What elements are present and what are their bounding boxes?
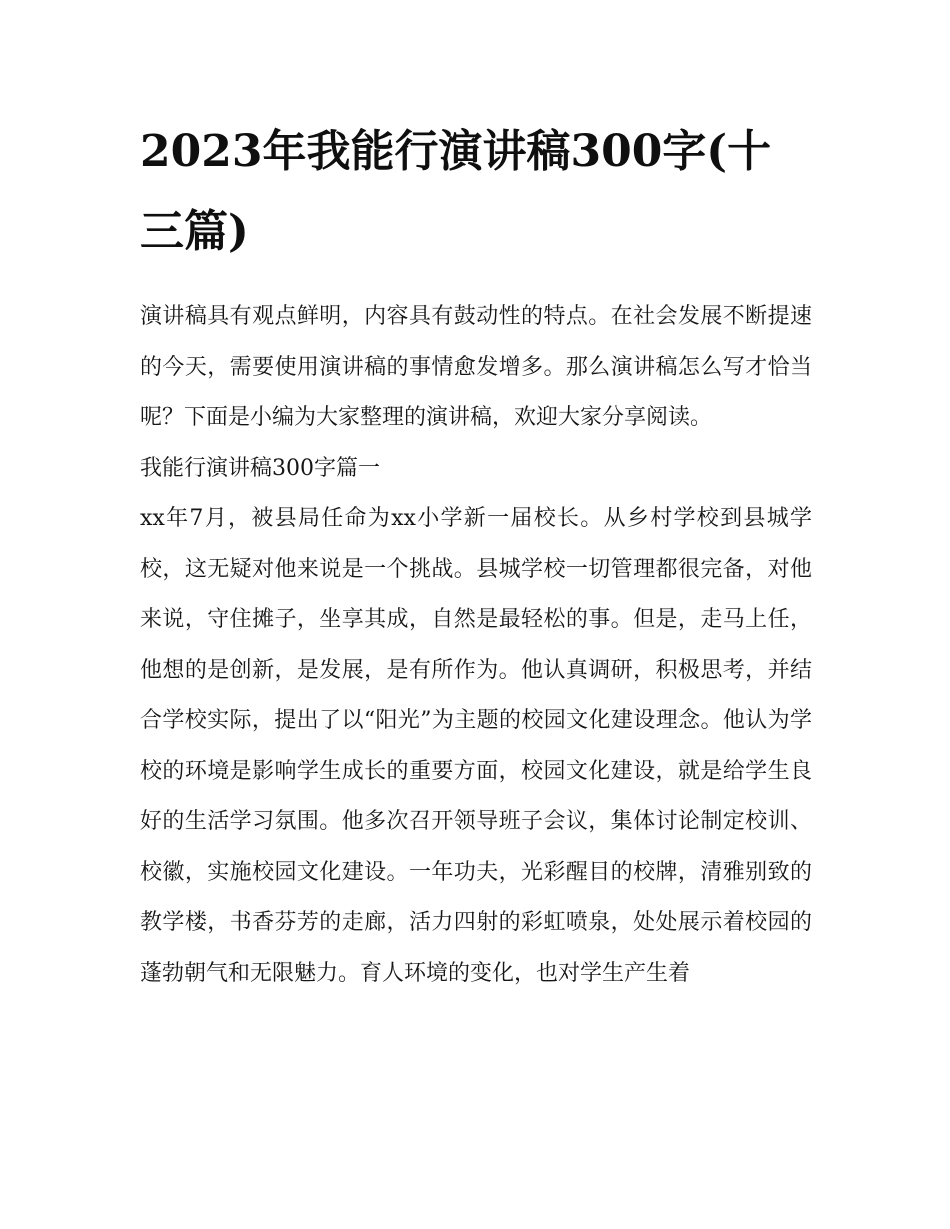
body-paragraph: xx年7月，被县局任命为xx小学新一届校长。从乡村学校到县城学校，这无疑对他来说是一个挑战。县城学校一切管理都很完备，对他来说，守住摊子，坐享其成，自然是最轻松的事。但是，走马上任，他想的是创新，是发展，是有所作为。他认真调研，积极思考，并结合学校实际，提出了以“阳光”为主题的校园文化建设理念。他认为学校的环境是影响学生成长的重要方面，校园文化建设，就是给学生良好的生活学习氛围。他多次召开领导班子会议，集体讨论制定校训、校徽，实施校园文化建设。一年功夫，光彩醒目的校牌，清雅别致的教学楼，书香芬芳的走廊，活力四射的彩虹喷泉，处处展示着校园的蓬勃朝气和无限魅力。育人环境的变化，也对学生产生着 <box>140 506 812 986</box>
document-content <box>140 112 812 999</box>
section-heading: 我能行演讲稿300字篇一 <box>140 455 380 481</box>
intro-paragraph: 演讲稿具有观点鲜明，内容具有鼓动性的特点。在社会发展不断提速的今天，需要使用演讲稿的事情愈发增多。那么演讲稿怎么写才恰当呢？下面是小编为大家整理的演讲稿，欢迎大家分享阅读。 <box>140 304 812 430</box>
document-title: 2023年我能行演讲稿300字(十三篇) <box>140 126 772 257</box>
